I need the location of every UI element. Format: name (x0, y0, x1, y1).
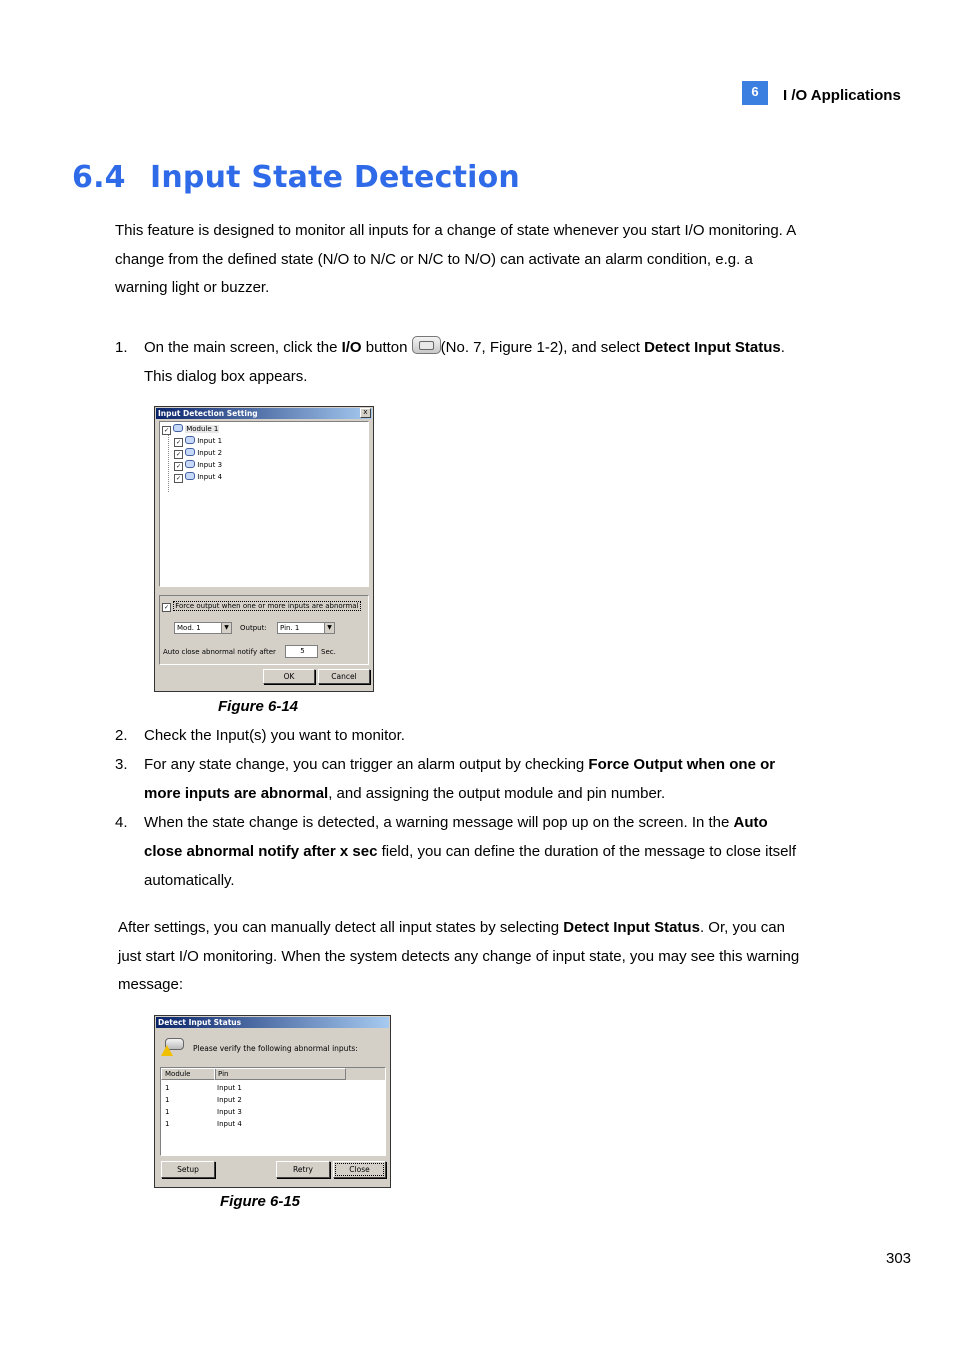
tree-item-input[interactable] (174, 472, 222, 483)
chevron-down-icon[interactable]: ▼ (324, 623, 334, 633)
after-line: just start I/O monitoring. When the system detects any change of input state, you may see this warning (118, 947, 800, 965)
output-label: Output: (240, 624, 267, 632)
seconds-label: Sec. (321, 648, 336, 656)
step-2 (115, 721, 855, 750)
module-checkbox[interactable]: ✓ (163, 427, 170, 434)
warning-icon (161, 1038, 183, 1056)
column-header-module[interactable]: Module (161, 1068, 216, 1080)
input-checkbox[interactable]: ✓ (175, 463, 182, 470)
after-bold: Detect Input Status (563, 919, 700, 936)
input-icon (185, 460, 195, 468)
row-pin: Input 3 (217, 1108, 242, 1116)
section-heading (72, 160, 520, 195)
input-checkbox[interactable]: ✓ (175, 439, 182, 446)
row-module: 1 (165, 1096, 170, 1104)
tree-item-input[interactable] (174, 448, 222, 459)
auto-close-label: Auto close abnormal notify after (163, 648, 276, 656)
step-number: 2. (115, 727, 128, 744)
intro-line: This feature is designed to monitor all inputs for a change of state whenever you start I/O monitoring. A (115, 222, 797, 239)
detect-input-status-dialog (154, 1015, 391, 1188)
step-text-part: button (361, 339, 412, 356)
step-text: Check the Input(s) you want to monitor. (144, 727, 405, 744)
step-text-part: , and assigning the output module and pin number. (328, 785, 666, 802)
after-line: message: (118, 976, 184, 993)
input-detection-setting-dialog (154, 406, 374, 692)
input-icon (185, 472, 195, 480)
row-module: 1 (165, 1120, 170, 1128)
after-line (118, 914, 799, 943)
step-bold: I/O (341, 339, 362, 356)
step-text-part: When the state change is detected, a warning message will pop up on the screen. In the (144, 814, 734, 831)
chapter-number-badge: 6 (742, 81, 768, 105)
pin-select-value: Pin. 1 (280, 624, 300, 632)
step-text-part: . (780, 339, 785, 356)
after-text: After settings, you can manually detect all input states by selecting (118, 919, 564, 936)
close-icon[interactable]: x (360, 408, 371, 418)
step-text-part: For any state change, you can trigger an alarm output by checking (144, 756, 589, 773)
ok-button[interactable]: OK (263, 669, 315, 684)
intro-line: warning light or buzzer. (115, 279, 270, 296)
figure-caption: Figure 6-14 (218, 698, 299, 715)
input-tree (159, 421, 369, 587)
module-label: Module 1 (186, 425, 219, 433)
step-bold: Auto (733, 814, 768, 831)
section-number: 6.4 (72, 160, 126, 195)
retry-button[interactable]: Retry (276, 1161, 330, 1178)
row-module: 1 (165, 1084, 170, 1092)
step-bold: close abnormal notify after x sec (144, 843, 378, 860)
intro-paragraph (115, 217, 796, 303)
step-text: This dialog box appears. (144, 368, 308, 385)
row-pin: Input 1 (217, 1084, 242, 1092)
setup-button[interactable]: Setup (161, 1161, 215, 1178)
step-3 (115, 750, 855, 808)
step-text-part: field, you can define the duration of the message to close itself (377, 843, 797, 860)
step-bold: Force Output when one or (588, 756, 776, 773)
column-header-pin[interactable]: Pin (214, 1068, 346, 1080)
auto-close-seconds-input[interactable]: 5 (285, 645, 318, 658)
tree-item-input[interactable] (174, 460, 222, 471)
chevron-down-icon[interactable]: ▼ (221, 623, 231, 633)
after-paragraph (118, 914, 799, 1000)
cancel-button[interactable]: Cancel (318, 669, 370, 684)
step-number: 4. (115, 814, 128, 831)
intro-line: change from the defined state (N/O to N/C or N/C to N/O) can activate an alarm condition, e.g. a (115, 250, 753, 268)
step-number: 3. (115, 756, 128, 773)
input-checkbox[interactable]: ✓ (175, 475, 182, 482)
pin-select[interactable] (277, 622, 335, 634)
input-label: Input 4 (197, 473, 223, 481)
io-button-icon (412, 336, 441, 354)
step-text-part: On the main screen, click the (144, 339, 342, 356)
row-pin: Input 2 (217, 1096, 242, 1104)
step-number: 1. (115, 339, 128, 356)
force-output-option[interactable] (162, 602, 361, 612)
step-1 (115, 333, 855, 393)
force-output-label: Force output when one or more inputs are abnormal (175, 602, 359, 610)
row-module: 1 (165, 1108, 170, 1116)
input-label: Input 3 (197, 461, 223, 469)
tree-item-input[interactable] (174, 436, 222, 447)
input-label: Input 2 (197, 449, 223, 457)
warning-message: Please verify the following abnormal inputs: (193, 1044, 358, 1053)
force-output-checkbox[interactable]: ✓ (163, 604, 170, 611)
step-text (144, 837, 796, 866)
step-text (144, 750, 775, 779)
step-bold: more inputs are abnormal (144, 785, 329, 802)
step-text (144, 333, 785, 362)
abnormal-inputs-list (160, 1067, 386, 1156)
module-select-value: Mod. 1 (177, 624, 201, 632)
module-select[interactable] (174, 622, 232, 634)
step-text: automatically. (144, 872, 235, 889)
io-module-icon (173, 424, 183, 432)
input-icon (185, 436, 195, 444)
dialog-title: Input Detection Setting (156, 408, 372, 419)
dialog-title: Detect Input Status (156, 1017, 389, 1028)
input-label: Input 1 (197, 437, 223, 445)
section-title: Input State Detection (150, 160, 520, 195)
page-number: 303 (886, 1250, 912, 1267)
step-text (144, 808, 768, 837)
figure-caption: Figure 6-15 (220, 1193, 301, 1210)
chapter-title: I /O Applications (783, 87, 901, 104)
list-header (161, 1068, 385, 1080)
row-pin: Input 4 (217, 1120, 242, 1128)
step-bold: Detect Input Status (644, 339, 781, 356)
tree-item-module[interactable] (162, 424, 219, 435)
step-text (144, 779, 665, 808)
step-text-part: (No. 7, Figure 1-2), and select (440, 339, 645, 356)
input-icon (185, 448, 195, 456)
input-checkbox[interactable]: ✓ (175, 451, 182, 458)
step-4 (115, 808, 855, 895)
close-button[interactable]: Close (333, 1161, 386, 1178)
after-text: . Or, you can (699, 919, 785, 936)
